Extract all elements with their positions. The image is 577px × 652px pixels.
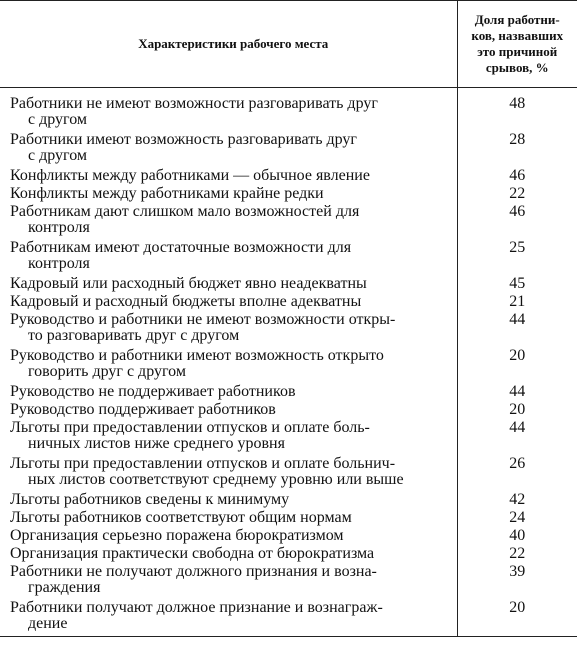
row-characteristic-line: с другом [28, 111, 88, 128]
row-characteristic [0, 528, 457, 546]
row-characteristic [0, 564, 457, 600]
row-characteristic-line: Кадровый или расходный бюджет явно неадекватны [10, 275, 367, 292]
row-characteristic-line: Льготы при предоставлении отпусков и оплате боль- [10, 419, 370, 436]
header-share [457, 1, 577, 88]
row-characteristic-line: ничных листов ниже среднего уровня [28, 435, 285, 452]
table-row [0, 204, 577, 240]
row-characteristic-line: Работникам имеют достаточные возможности для [10, 239, 352, 256]
row-characteristic-line: говорить друг с другом [28, 363, 186, 380]
row-share-value: 22 [509, 545, 526, 562]
row-share-value: 20 [509, 401, 526, 418]
table-body [0, 88, 577, 637]
row-characteristic [0, 546, 457, 564]
table-row [0, 312, 577, 348]
header-share-line: ков, назвавших [471, 27, 564, 43]
header-share-line: это причиной [477, 43, 558, 59]
row-characteristic [0, 348, 457, 384]
row-characteristic [0, 600, 457, 637]
row-characteristic-line: Конфликты между работниками крайне редки [10, 185, 324, 202]
row-characteristic [0, 276, 457, 294]
row-characteristic-line: Работники не имеют возможности разговаривать друг [10, 95, 378, 112]
row-characteristic [0, 456, 457, 492]
row-characteristic-line: Работникам дают слишком мало возможностей для [10, 203, 360, 220]
row-characteristic-line: контроля [28, 219, 90, 236]
row-share-value: 45 [509, 275, 526, 292]
row-characteristic [0, 168, 457, 186]
row-share-value: 46 [509, 203, 526, 220]
row-characteristic [0, 492, 457, 510]
row-share-value: 25 [509, 239, 526, 256]
row-share-value: 42 [509, 491, 526, 508]
table-row [0, 456, 577, 492]
table-row [0, 294, 577, 312]
table-row [0, 240, 577, 276]
row-characteristic-line: Организация серьезно поражена бюрократизмом [10, 527, 344, 544]
row-characteristic-line: то разговаривать друг с другом [28, 327, 240, 344]
row-characteristic-line: Льготы при предоставлении отпусков и оплате больнич- [10, 455, 396, 472]
table-row [0, 600, 577, 637]
row-share-value: 22 [509, 185, 526, 202]
row-characteristic-line: Кадровый и расходный бюджеты вполне адекватны [10, 293, 362, 310]
table-row [0, 528, 577, 546]
row-share-value: 28 [509, 131, 526, 148]
table-row [0, 384, 577, 402]
row-characteristic [0, 510, 457, 528]
table-row [0, 276, 577, 294]
table-row [0, 402, 577, 420]
row-share-value: 44 [509, 419, 526, 436]
row-characteristic-line: контроля [28, 255, 90, 272]
header-share-line: срывов, % [485, 59, 549, 75]
row-share-value: 39 [509, 563, 526, 580]
row-share-value: 40 [509, 527, 526, 544]
row-characteristic-line: ных листов соответствуют среднему уровню или выше [28, 471, 404, 488]
table-row [0, 510, 577, 528]
row-share-value: 48 [509, 95, 526, 112]
row-characteristic-line: Руководство не поддерживает работников [10, 383, 296, 400]
row-characteristic [0, 384, 457, 402]
table-row [0, 186, 577, 204]
row-characteristic [0, 204, 457, 240]
row-share-value: 46 [509, 167, 526, 184]
table-row [0, 492, 577, 510]
table-row [0, 546, 577, 564]
row-characteristic-line: Работники получают должное признание и вознаграж- [10, 599, 383, 616]
header-characteristics: Характеристики рабочего места [0, 1, 457, 88]
table-header [0, 1, 577, 88]
row-characteristic-line: граждения [28, 579, 101, 596]
row-characteristic [0, 420, 457, 456]
row-characteristic-line: Конфликты между работниками — обычное явление [10, 167, 370, 184]
row-characteristic-line: Организация практически свободна от бюрократизма [10, 545, 375, 562]
row-characteristic [0, 132, 457, 168]
row-share-value: 44 [509, 311, 526, 328]
row-characteristic-line: Руководство поддерживает работников [10, 401, 276, 418]
table-row [0, 564, 577, 600]
row-share-value: 26 [509, 455, 526, 472]
row-characteristic-line: дение [28, 615, 68, 632]
row-share-value: 20 [457, 600, 577, 637]
header-share-line: Доля работни- [474, 11, 560, 27]
table-row [0, 348, 577, 384]
row-characteristic [0, 312, 457, 348]
row-characteristic-line: Работники имеют возможность разговаривать друг [10, 131, 357, 148]
row-characteristic-line: Руководство и работники не имеют возможности откры- [10, 311, 396, 328]
table-row [0, 88, 577, 133]
row-characteristic [0, 294, 457, 312]
row-share-value: 24 [509, 509, 526, 526]
table-row [0, 420, 577, 456]
row-characteristic-line: Руководство и работники имеют возможность открыто [10, 347, 384, 364]
row-characteristic [0, 186, 457, 204]
row-characteristic-line: Льготы работников соответствуют общим нормам [10, 509, 352, 526]
row-share-value: 20 [509, 347, 526, 364]
row-share-value: 44 [509, 383, 526, 400]
row-characteristic-line: с другом [28, 147, 88, 164]
row-share-value: 21 [509, 293, 526, 310]
table-row [0, 132, 577, 168]
header-row [0, 1, 577, 88]
row-characteristic-line: Льготы работников сведены к минимуму [10, 491, 290, 508]
row-characteristic [0, 240, 457, 276]
row-characteristic-line: Работники не получают должного признания и возна- [10, 563, 377, 580]
row-characteristic [0, 88, 457, 133]
table-row [0, 168, 577, 186]
row-characteristic [0, 402, 457, 420]
